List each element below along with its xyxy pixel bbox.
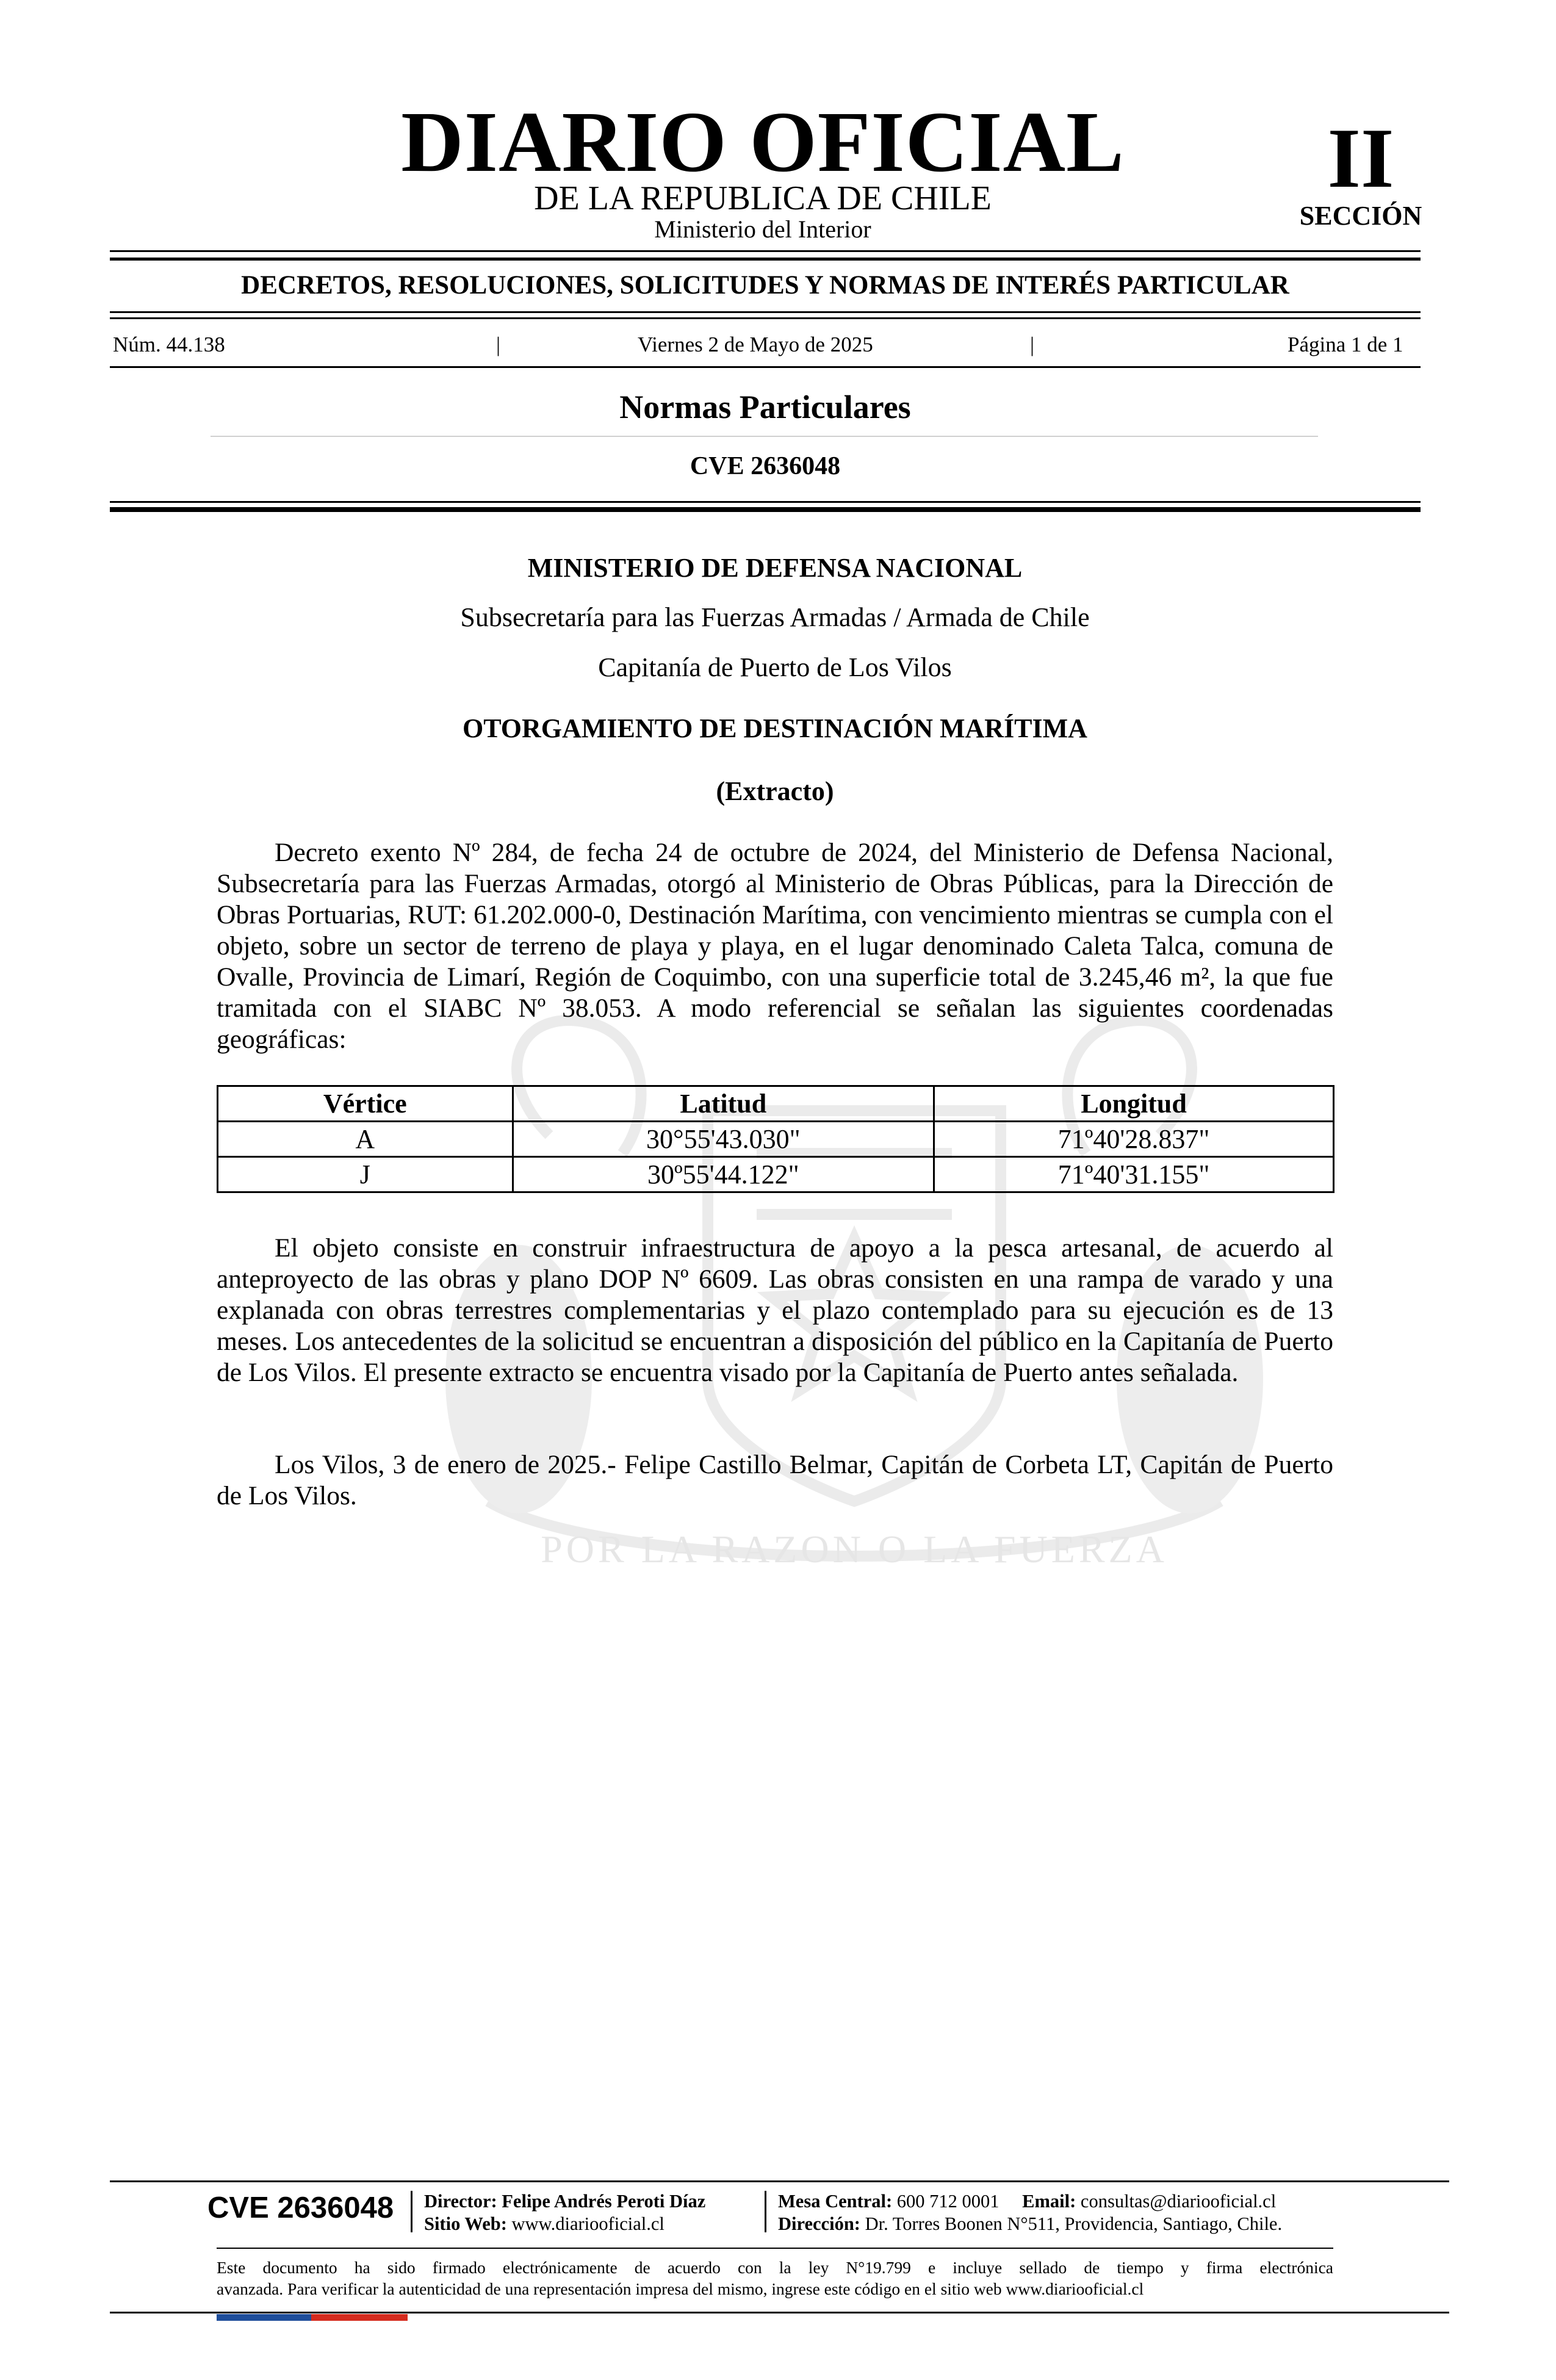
section-title: DECRETOS, RESOLUCIONES, SOLICITUDES Y NORMAS DE INTERÉS PARTICULAR bbox=[241, 271, 1289, 300]
masthead-rule-bottom bbox=[110, 258, 1421, 261]
norm-type-heading: Normas Particulares bbox=[619, 389, 911, 425]
section-number: II bbox=[1327, 111, 1394, 206]
footer-rule-middle bbox=[217, 2248, 1333, 2249]
mesa-label: Mesa Central: bbox=[778, 2191, 893, 2212]
signature-paragraph: Los Vilos, 3 de enero de 2025.- Felipe Castillo Belmar, Capitán de Corbeta LT, Capitán de Puerto de Los Vilos. bbox=[217, 1450, 1333, 1510]
table-row bbox=[218, 1122, 1334, 1157]
footer-divider bbox=[765, 2191, 766, 2232]
footer-address bbox=[778, 2213, 1282, 2235]
flag-stripe-red bbox=[311, 2314, 408, 2321]
capitania: Capitanía de Puerto de Los Vilos bbox=[598, 652, 952, 682]
address-label: Dirección: bbox=[778, 2213, 860, 2234]
website-label: Sitio Web: bbox=[424, 2213, 507, 2234]
masthead-title: DIARIO OFICIAL bbox=[401, 93, 1125, 190]
body-paragraph-1: Decreto exento Nº 284, de fecha 24 de octubre de 2024, del Ministerio de Defensa Nacional, Subsecretaría para las Fuerzas Armadas, otorgó al Ministerio de Obras Públicas, para la Dirección de Obras Portuarias, RUT: 61.202.000-0, Destinación Marítima, con vencimiento mientras se cumpla con el objeto, sobre un sector de terreno de playa y playa, en el lugar denominado Caleta Talca, comuna de Ovalle, Provincia de Limarí, Región de Coquimbo, con una superficie total de 3.245,46 m², la que fue tramitada con el SIABC Nº 38.053. A modo referencial se señalan las siguientes coordenadas geográficas: bbox=[217, 838, 1333, 1054]
footer-disclaimer-line-1: Este documento ha sido firmado electrónicamente de acuerdo con la ley N°19.799 e incluye sellado de tiempo y firma electrónica bbox=[217, 2258, 1333, 2277]
body-paragraph-2: El objeto consiste en construir infraestructura de apoyo a la pesca artesanal, de acuerdo al anteproyecto de las obras y plano DOP Nº 6609. Las obras consisten en una rampa de varado y una explanada con obras terrestres complementarias y el plazo contemplado para su ejecución es de 13 meses. Los antecedentes de la solicitud se encuentran a disposición del público en la Capitanía de Puerto de Los Vilos. El presente extracto se encuentra visado por la Capitanía de Puerto antes señalada. bbox=[217, 1233, 1333, 1387]
director-label: Director: bbox=[424, 2191, 497, 2212]
issue-number: Núm. 44.138 bbox=[113, 333, 225, 356]
table-cell: 30º55'44.122" bbox=[513, 1157, 934, 1192]
footer-director bbox=[424, 2191, 705, 2212]
footer-rule-top bbox=[110, 2180, 1449, 2182]
cve-rule-2 bbox=[110, 507, 1421, 512]
ministry-name: MINISTERIO DE DEFENSA NACIONAL bbox=[527, 553, 1023, 583]
footer-rule-bottom bbox=[110, 2312, 1449, 2313]
meta-separator: | bbox=[496, 333, 501, 356]
table-header-vertice: Vértice bbox=[218, 1086, 513, 1122]
document-subtitle: (Extracto) bbox=[716, 776, 834, 806]
meta-rule bbox=[110, 366, 1421, 368]
section-rule-1 bbox=[110, 311, 1421, 313]
table-cell: 71º40'31.155" bbox=[934, 1157, 1334, 1192]
footer-disclaimer-line-2: avanzada. Para verificar la autenticidad de una representación impresa del mismo, ingrese este código en el sitio web www.diariooficial.cl bbox=[217, 2279, 1144, 2298]
website-link[interactable]: www.diariooficial.cl bbox=[511, 2213, 665, 2234]
document-title: OTORGAMIENTO DE DESTINACIÓN MARÍTIMA bbox=[463, 713, 1087, 743]
masthead-ministry: Ministerio del Interior bbox=[654, 215, 871, 243]
email-label: Email: bbox=[1022, 2191, 1076, 2212]
footer-divider bbox=[411, 2191, 412, 2232]
table-header-longitud: Longitud bbox=[934, 1086, 1334, 1122]
issue-date: Viernes 2 de Mayo de 2025 bbox=[638, 333, 873, 356]
watermark-motto: POR LA RAZON O LA FUERZA bbox=[541, 1527, 1168, 1571]
address-value: Dr. Torres Boonen N°511, Providencia, Santiago, Chile. bbox=[865, 2213, 1283, 2234]
flag-stripe-blue bbox=[217, 2314, 311, 2321]
masthead-rule-top bbox=[110, 250, 1421, 252]
director-value: Felipe Andrés Peroti Díaz bbox=[502, 2191, 706, 2212]
coordinates-table bbox=[217, 1085, 1334, 1193]
page-indicator: Página 1 de 1 bbox=[1288, 333, 1403, 356]
table-cell: 71º40'28.837" bbox=[934, 1122, 1334, 1157]
cve-code: CVE 2636048 bbox=[690, 452, 841, 480]
subsecretaria: Subsecretaría para las Fuerzas Armadas / Armada de Chile bbox=[460, 602, 1090, 632]
table-header-row bbox=[218, 1086, 1334, 1122]
footer-website bbox=[424, 2213, 665, 2235]
table-cell: J bbox=[218, 1157, 513, 1192]
table-cell: 30°55'43.030" bbox=[513, 1122, 934, 1157]
meta-separator: | bbox=[1030, 333, 1035, 356]
footer-cve: CVE 2636048 bbox=[207, 2191, 394, 2224]
table-row bbox=[218, 1157, 1334, 1192]
table-header-latitud: Latitud bbox=[513, 1086, 934, 1122]
section-rule-2 bbox=[110, 317, 1421, 319]
table-cell: A bbox=[218, 1122, 513, 1157]
cve-rule-1 bbox=[110, 501, 1421, 503]
section-label: SECCIÓN bbox=[1299, 201, 1422, 231]
footer-mesa-central bbox=[778, 2191, 1276, 2212]
norm-divider bbox=[211, 436, 1318, 437]
mesa-value: 600 712 0001 bbox=[896, 2191, 1000, 2212]
masthead-subtitle: DE LA REPUBLICA DE CHILE bbox=[534, 179, 992, 217]
email-link[interactable]: consultas@diariooficial.cl bbox=[1080, 2191, 1277, 2212]
